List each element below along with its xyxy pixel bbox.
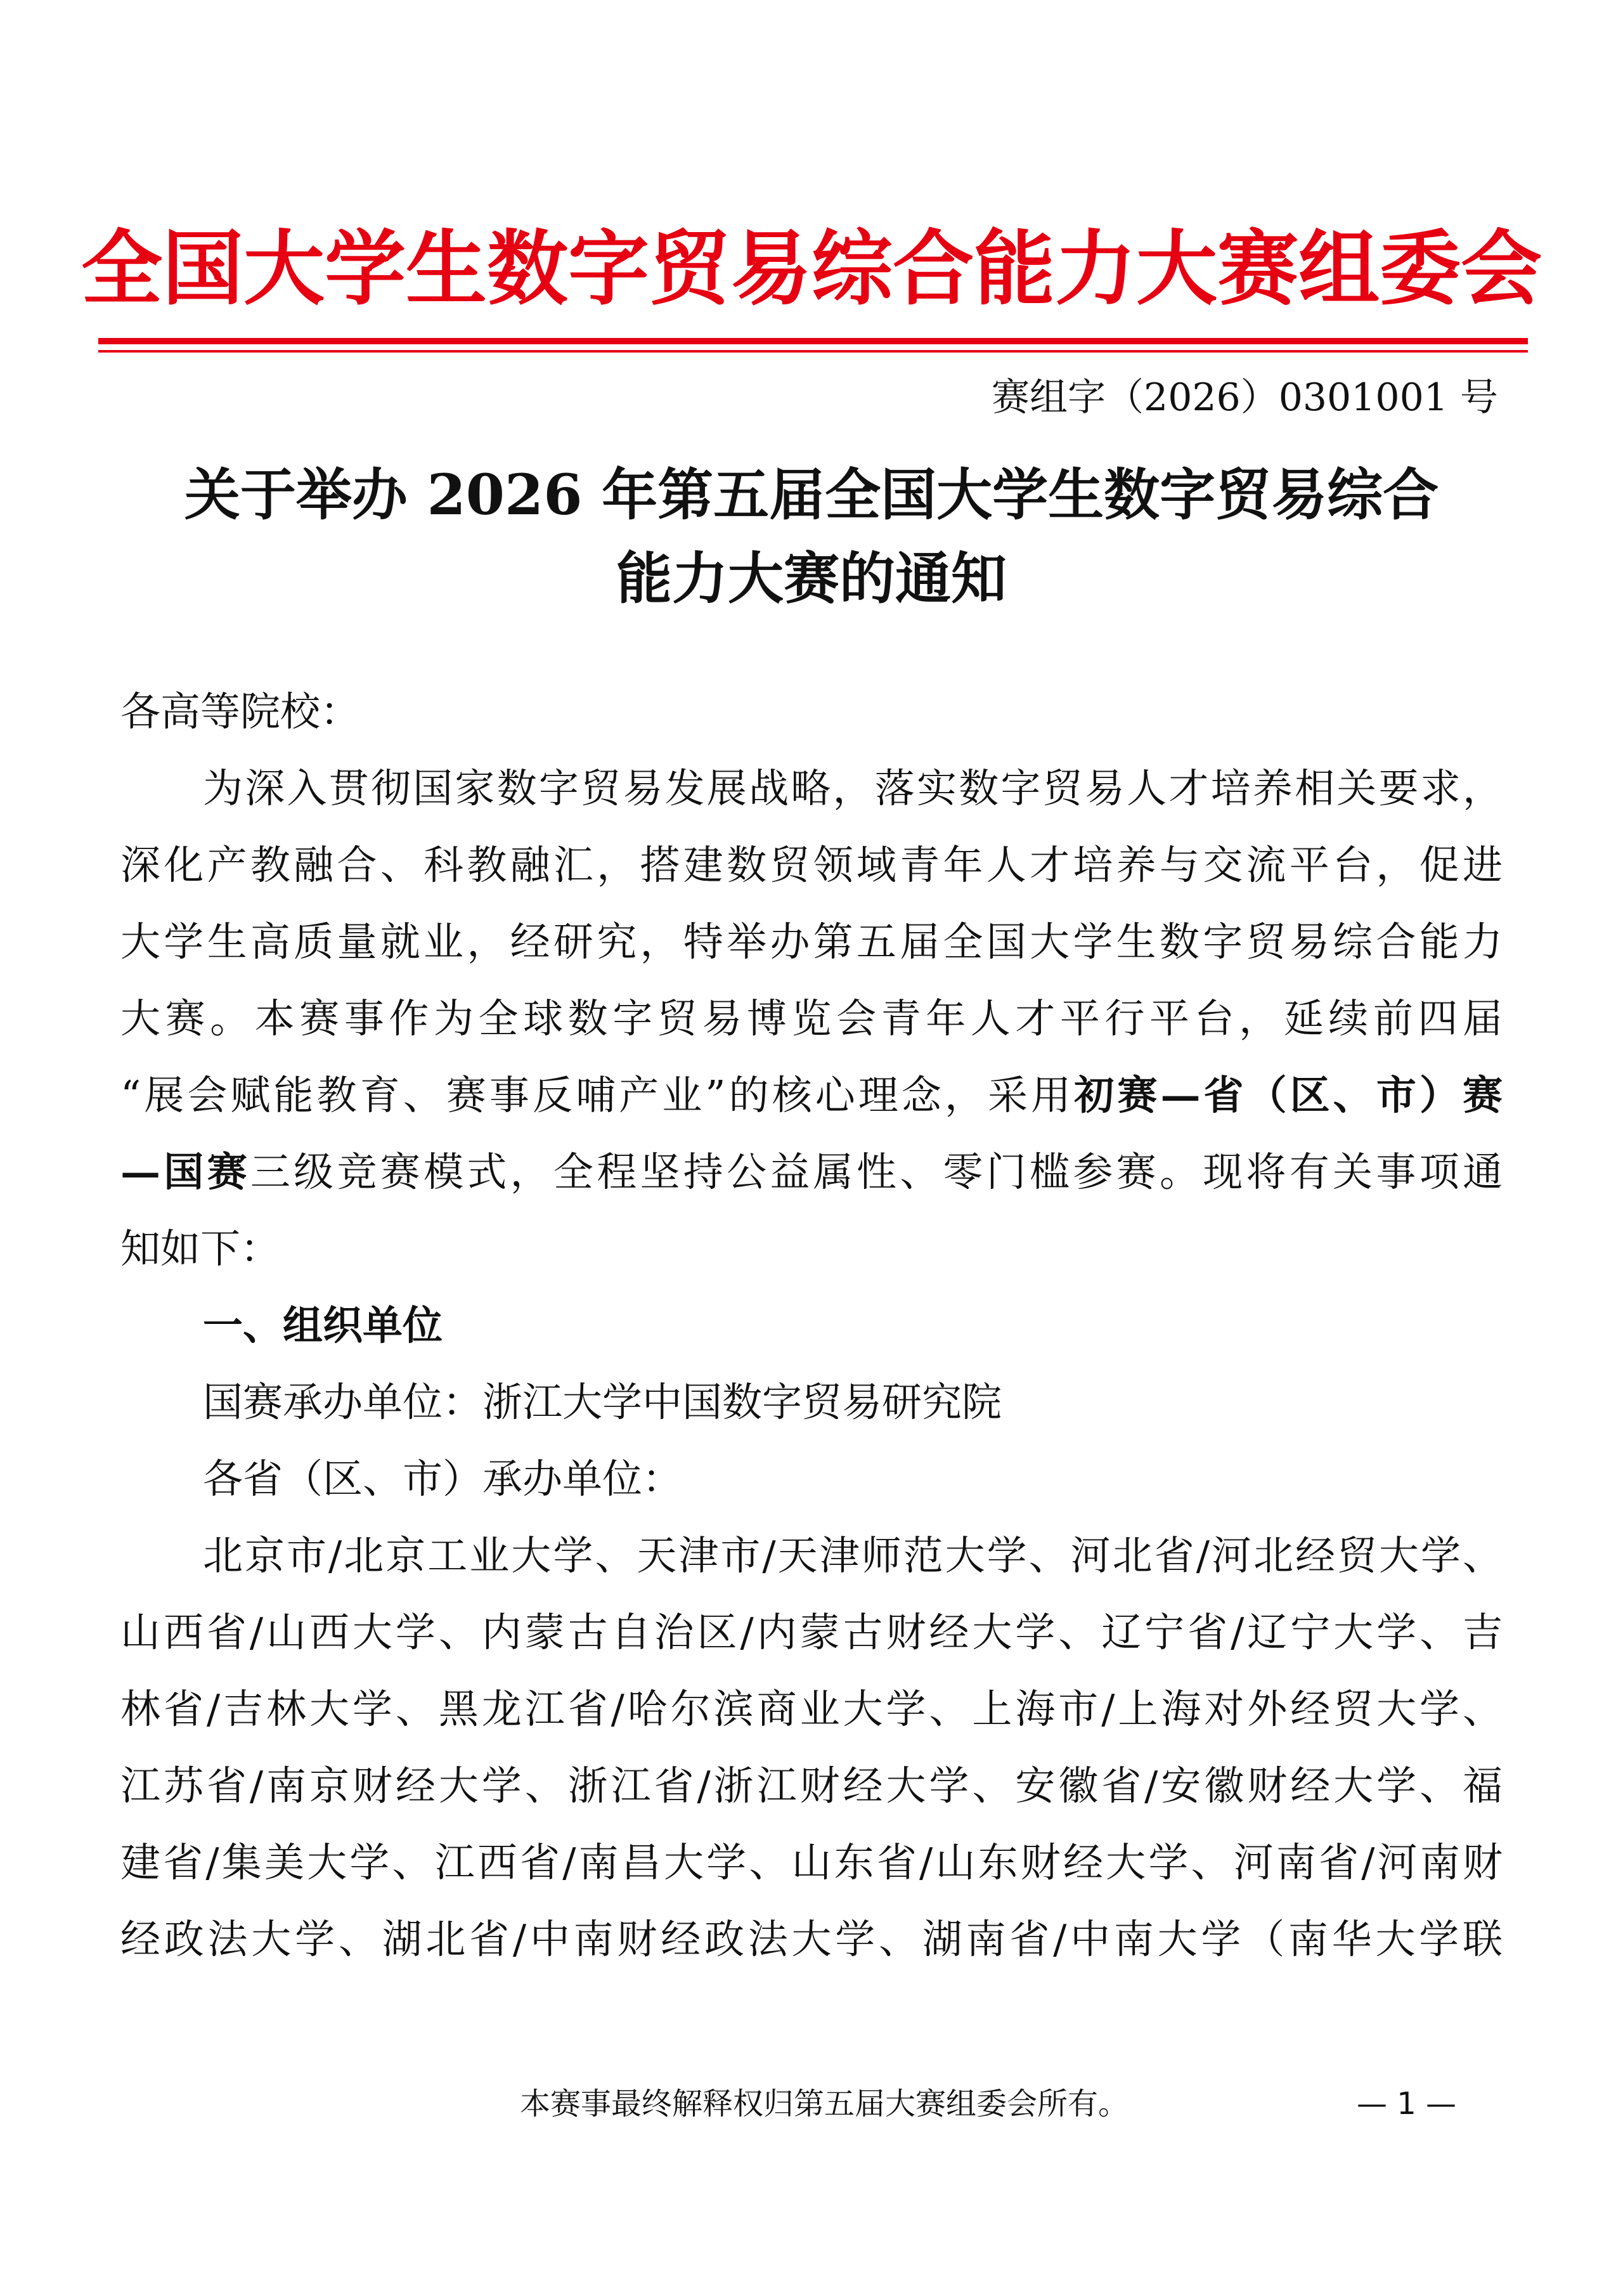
intro-line-5-text: “展会赋能教育、赛事反哺产业”的核心理念，采用: [120, 1072, 1075, 1119]
intro-line-4: 大赛。本赛事作为全球数字贸易博览会青年人才平行平台，延续前四届: [120, 996, 1503, 1042]
organization-header: 全国大学生数字贸易综合能力大赛组委会: [81, 222, 1542, 316]
intro-line-6-text: 三级竞赛模式，全程坚持公益属性、零门槛参赛。现将有关事项通: [250, 1149, 1503, 1195]
notice-title-line-2: 能力大赛的通知: [616, 545, 1007, 611]
provincial-hosts-line-4: 江苏省/南京财经大学、浙江省/浙江财经大学、安徽省/安徽财经大学、福: [120, 1763, 1503, 1809]
provincial-hosts-line-6: 经政法大学、湖北省/中南财经政法大学、湖南省/中南大学（南华大学联: [120, 1916, 1503, 1962]
red-divider-thick: [98, 338, 1528, 344]
competition-structure-bold-b: —国赛: [120, 1148, 250, 1195]
red-divider-thin: [98, 350, 1528, 353]
national-host: 国赛承办单位：浙江大学中国数字贸易研究院: [203, 1379, 1002, 1425]
competition-structure-bold-a: 初赛—省（区、市）赛: [1074, 1072, 1503, 1119]
intro-line-6: [120, 1134, 1503, 1210]
intro-line-1: 为深入贯彻国家数字贸易发展战略，落实数字贸易人才培养相关要求，: [203, 765, 1503, 812]
footer-note: 本赛事最终解释权归第五届大赛组委会所有。: [520, 2086, 1129, 2122]
notice-title-line-1: 关于举办 2026 年第五届全国大学生数字贸易综合: [184, 462, 1439, 528]
intro-line-2: 深化产教融合、科教融汇，搭建数贸领域青年人才培养与交流平台，促进: [120, 842, 1503, 888]
document-number: 赛组字（2026）0301001 号: [992, 375, 1498, 420]
provincial-hosts-line-2: 山西省/山西大学、内蒙古自治区/内蒙古财经大学、辽宁省/辽宁大学、吉: [120, 1609, 1503, 1656]
provincial-hosts-line-1: 北京市/北京工业大学、天津市/天津师范大学、河北省/河北经贸大学、: [203, 1533, 1503, 1579]
provincial-hosts-line-5: 建省/集美大学、江西省/南昌大学、山东省/山东财经大学、河南省/河南财: [120, 1839, 1503, 1886]
intro-line-3: 大学生高质量就业，经研究，特举办第五届全国大学生数字贸易综合能力: [120, 919, 1503, 965]
intro-line-7: 知如下：: [120, 1226, 280, 1272]
salutation: 各高等院校：: [120, 689, 360, 735]
section-heading-organizers: 一、组织单位: [203, 1302, 443, 1349]
page-number: — 1 —: [1357, 2086, 1457, 2122]
provincial-hosts-label: 各省（区、市）承办单位：: [203, 1456, 682, 1502]
provincial-hosts-line-3: 林省/吉林大学、黑龙江省/哈尔滨商业大学、上海市/上海对外经贸大学、: [120, 1686, 1503, 1732]
intro-line-5: [120, 1057, 1503, 1134]
